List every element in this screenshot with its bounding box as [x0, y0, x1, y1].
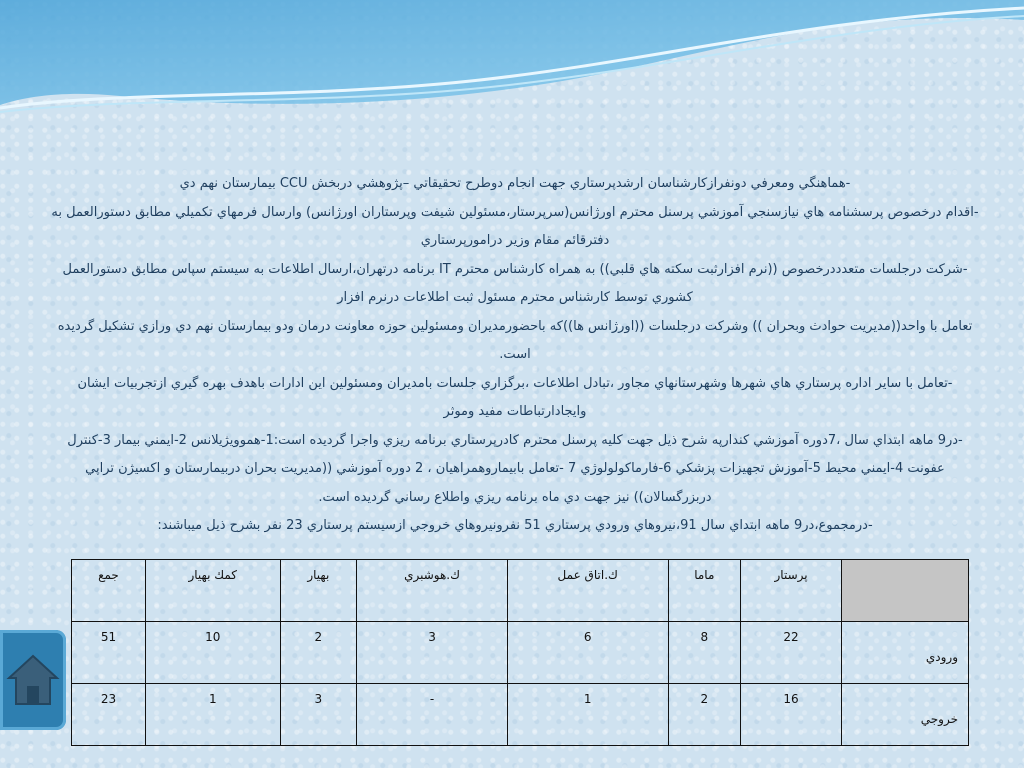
table-corner-cell	[842, 560, 969, 622]
table-row	[72, 684, 969, 746]
home-icon	[6, 654, 60, 706]
table-header: بهيار	[280, 560, 357, 622]
table-cell: 2	[668, 684, 741, 746]
report-text	[50, 170, 980, 541]
table-header: پرستار	[741, 560, 842, 622]
table-cell: 16	[741, 684, 842, 746]
table-cell: 51	[72, 622, 146, 684]
table-header: ك.اتاق عمل	[507, 560, 668, 622]
paragraph-7: -درمجموع،در9 ماهه ابتداي سال 91،نيروهاي ورودي پرستاري 51 نفرونيروهاي خروجي ازسيستم پرستاري 23 نفر بشرح ذيل ميباشند:	[157, 518, 873, 533]
paragraph-4: تعامل با واحد((مديريت حوادث وبحران )) وشركت درجلسات ((اورژانس ها))كه باحضورمديران ومسئولين حوزه معاونت درمان ودو بيمارستان نهم دي ورازي تشكيل گرديده است.	[57, 318, 973, 362]
paragraph-3: -شركت درجلسات متعدددرخصوص ((نرم افزارثبت سكته هاي قلبي)) به همراه كارشناس محترم IT برنامه درتهران،ارسال اطلاعات به سيستم سپاس مطابق دستورالعمل كشوري توسط كارشناس محترم مسئول ثبت اطلاعات درنرم افزار	[62, 261, 968, 305]
table-cell: 3	[357, 622, 508, 684]
table-cell: 2	[280, 622, 357, 684]
table-header-row	[72, 560, 969, 622]
table-cell: 10	[145, 622, 280, 684]
table-cell: 1	[145, 684, 280, 746]
table-cell: 22	[741, 622, 842, 684]
table-cell: -	[357, 684, 508, 746]
table-cell: 3	[280, 684, 357, 746]
table-row	[72, 622, 969, 684]
table-cell: 6	[507, 622, 668, 684]
row-label: خروجي	[842, 684, 969, 746]
paragraph-6: -در9 ماهه ابتداي سال ،7دوره آموزشي كندارپه شرح ذيل جهت كليه پرسنل محترم كادرپرستاري برنامه ريزي واجرا گرديده است:1-هموويژيلانس 2-ايمني بيمار 3-كنترل عفونت 4-ايمني محيط 5-آموزش تجهيزات پزشكي 6-فارماكولولوژي 7 -تعامل بابيماروهمراهيان ، 2 دوره آموزشي ((مديريت بحران دربيمارستان و اكسيژن تراپي دربزرگسالان)) نيز جهت دي ماه برنامه ريزي واطلاع رساني گرديده است.	[67, 432, 963, 505]
row-label: ورودي	[842, 622, 969, 684]
table-cell: 8	[668, 622, 741, 684]
paragraph-2: -اقدام درخصوص پرسشنامه هاي نيازسنجي آموزشي پرسنل محترم اورژانس(سرپرستار،مسئولين شيفت وپرستاران اورژانس) وارسال فرمهاي تكميلي مطابق دستورالعمل به دفترقائم مقام وزير درامورپرستاري	[51, 204, 979, 248]
staff-table	[71, 559, 969, 745]
paragraph-5: -تعامل با ساير اداره پرستاري هاي شهرها وشهرستانهاي مجاور ،تبادل اطلاعات ،برگزاري جلسات بامديران ومسئولين اين ادارات باهدف بهره گيري ازتجربيات ايشان وايجادارتباطات مفيد وموثر	[77, 375, 953, 419]
table-header: ك.هوشبري	[357, 560, 508, 622]
header-wave-decoration	[0, 0, 1024, 120]
table-cell: 23	[72, 684, 146, 746]
table-header: جمع	[72, 560, 146, 622]
table-header: كمك بهيار	[145, 560, 280, 622]
table-cell: 1	[507, 684, 668, 746]
paragraph-1: -هماهنگي ومعرفي دونفرازكارشناسان ارشدپرستاري جهت انجام دوطرح تحقيقاتي –پژوهشي دربخش CCU بيمارستان نهم دي	[179, 176, 851, 191]
home-button[interactable]	[0, 630, 66, 730]
table-header: ماما	[668, 560, 741, 622]
